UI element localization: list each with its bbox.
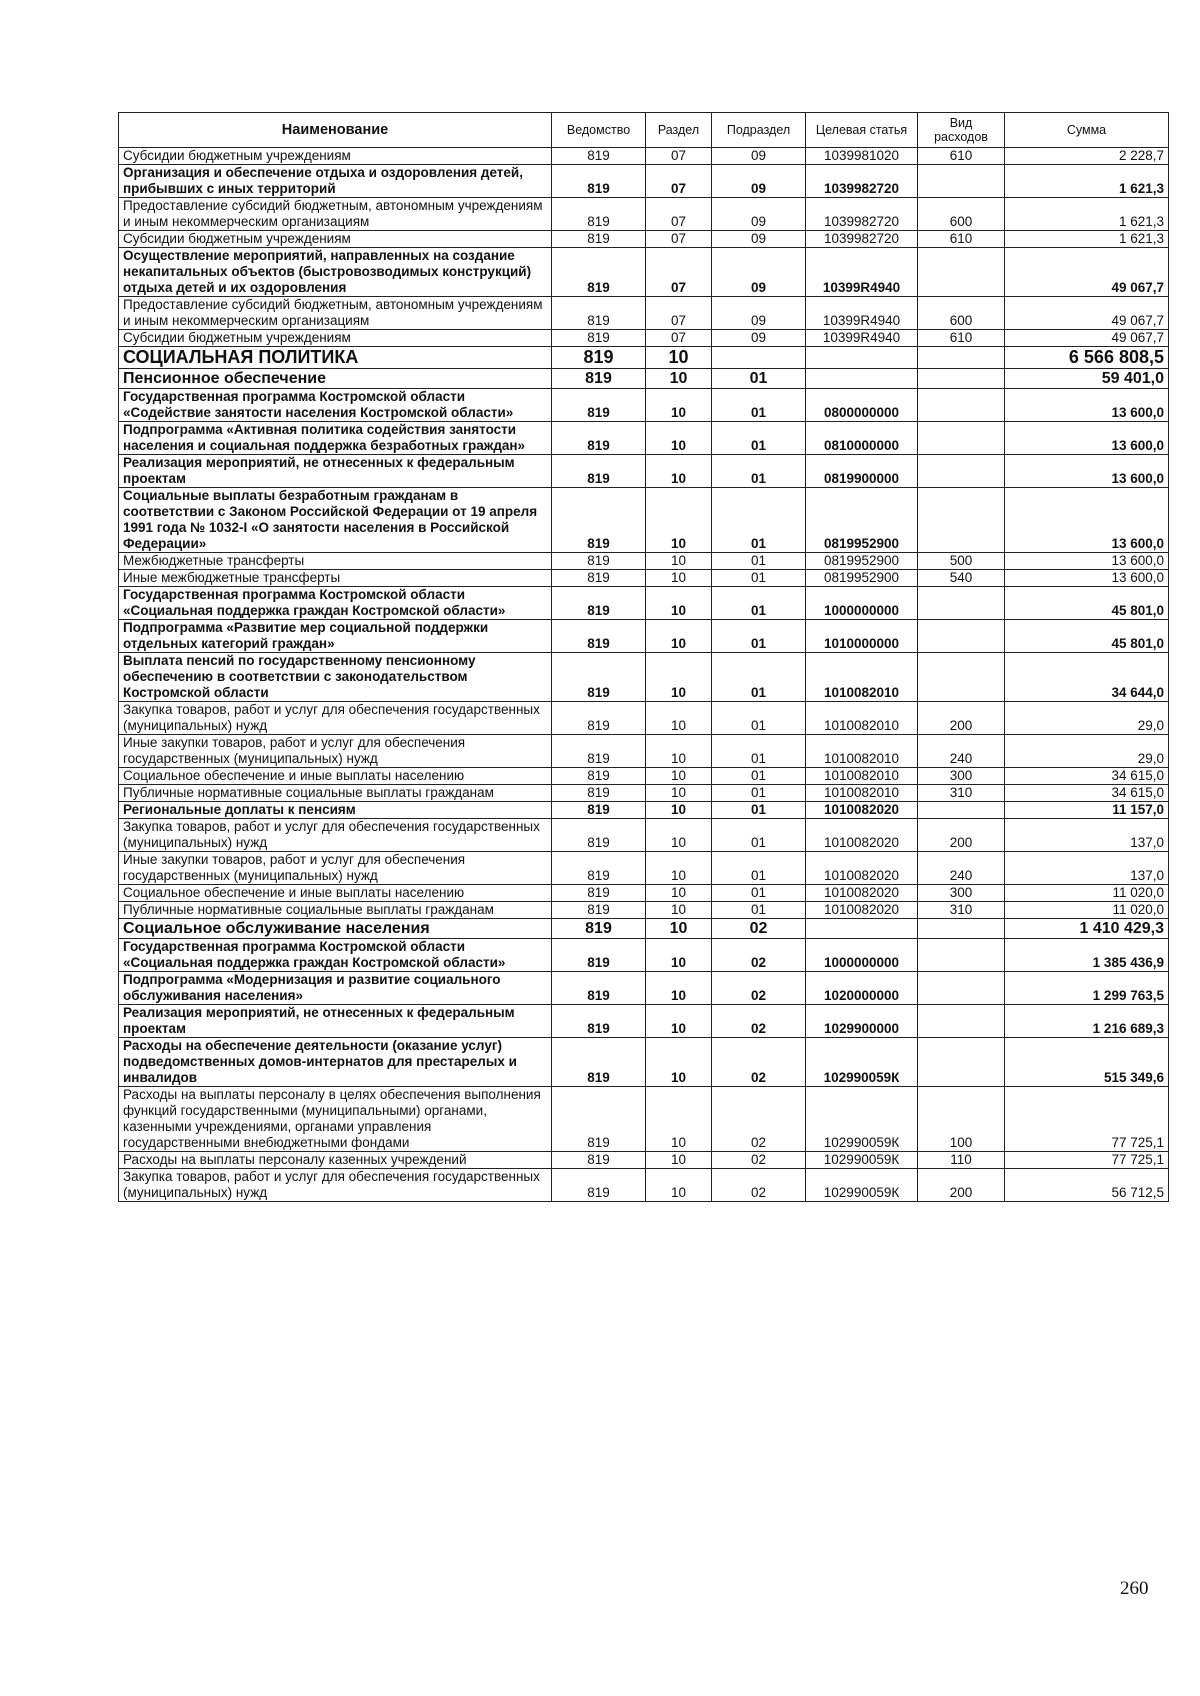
cell-dept: 819 <box>552 455 646 488</box>
cell-sum: 34 644,0 <box>1005 653 1169 702</box>
cell-subsection: 09 <box>712 231 806 248</box>
cell-section: 07 <box>646 148 712 165</box>
cell-target: 0810000000 <box>806 422 918 455</box>
cell-subsection: 01 <box>712 852 806 885</box>
cell-dept: 819 <box>552 389 646 422</box>
cell-target: 1039981020 <box>806 148 918 165</box>
table-row <box>119 587 1169 620</box>
cell-name: Закупка товаров, работ и услуг для обеспечения государственных (муниципальных) нужд <box>119 819 552 852</box>
cell-sum: 1 410 429,3 <box>1005 919 1169 939</box>
cell-target: 1039982720 <box>806 231 918 248</box>
cell-dept: 819 <box>552 369 646 389</box>
cell-subsection: 09 <box>712 148 806 165</box>
cell-sum: 1 621,3 <box>1005 198 1169 231</box>
table-row <box>119 231 1169 248</box>
cell-section: 07 <box>646 198 712 231</box>
cell-exp-type <box>918 1005 1005 1038</box>
cell-target: 1010082020 <box>806 852 918 885</box>
cell-sum: 49 067,7 <box>1005 248 1169 297</box>
cell-target: 1010082020 <box>806 885 918 902</box>
cell-name: Подпрограмма «Модернизация и развитие социального обслуживания населения» <box>119 972 552 1005</box>
cell-dept: 819 <box>552 852 646 885</box>
cell-target: 0819952900 <box>806 553 918 570</box>
cell-subsection: 01 <box>712 785 806 802</box>
table-header-row <box>119 113 1169 148</box>
cell-name: Подпрограмма «Развитие мер социальной поддержки отдельных категорий граждан» <box>119 620 552 653</box>
cell-sum: 29,0 <box>1005 702 1169 735</box>
cell-sum: 1 216 689,3 <box>1005 1005 1169 1038</box>
table-row <box>119 819 1169 852</box>
cell-exp-type <box>918 972 1005 1005</box>
cell-sum: 6 566 808,5 <box>1005 347 1169 369</box>
cell-dept: 819 <box>552 735 646 768</box>
cell-target: 10399R4940 <box>806 297 918 330</box>
cell-target: 1010082020 <box>806 902 918 919</box>
cell-target: 10399R4940 <box>806 330 918 347</box>
budget-table-page <box>118 112 1168 1202</box>
cell-sum: 45 801,0 <box>1005 620 1169 653</box>
cell-dept: 819 <box>552 972 646 1005</box>
cell-dept: 819 <box>552 885 646 902</box>
cell-dept: 819 <box>552 488 646 553</box>
cell-section: 10 <box>646 553 712 570</box>
cell-subsection: 02 <box>712 1169 806 1202</box>
cell-dept: 819 <box>552 1038 646 1087</box>
cell-dept: 819 <box>552 702 646 735</box>
table-row <box>119 422 1169 455</box>
cell-section: 10 <box>646 902 712 919</box>
cell-exp-type <box>918 389 1005 422</box>
cell-name: Государственная программа Костромской области «Социальная поддержка граждан Костромской области» <box>119 587 552 620</box>
cell-section: 10 <box>646 422 712 455</box>
cell-section: 07 <box>646 330 712 347</box>
cell-exp-type: 300 <box>918 768 1005 785</box>
cell-section: 10 <box>646 885 712 902</box>
cell-section: 10 <box>646 1005 712 1038</box>
cell-subsection: 02 <box>712 939 806 972</box>
cell-name: Осуществление мероприятий, направленных на создание некапитальных объектов (быстровозводимых конструкций) отдыха детей и их оздоровления <box>119 248 552 297</box>
cell-sum: 59 401,0 <box>1005 369 1169 389</box>
cell-name: Межбюджетные трансферты <box>119 553 552 570</box>
table-row <box>119 702 1169 735</box>
cell-name: Подпрограмма «Активная политика содействия занятости населения и социальная поддержка безработных граждан» <box>119 422 552 455</box>
cell-dept: 819 <box>552 198 646 231</box>
cell-exp-type: 610 <box>918 330 1005 347</box>
cell-subsection: 09 <box>712 165 806 198</box>
cell-exp-type: 240 <box>918 852 1005 885</box>
cell-target: 1039982720 <box>806 198 918 231</box>
cell-exp-type <box>918 620 1005 653</box>
cell-section: 07 <box>646 231 712 248</box>
cell-name: Субсидии бюджетным учреждениям <box>119 330 552 347</box>
cell-sum: 13 600,0 <box>1005 422 1169 455</box>
table-row <box>119 148 1169 165</box>
cell-sum: 13 600,0 <box>1005 570 1169 587</box>
cell-dept: 819 <box>552 148 646 165</box>
cell-name: Иные межбюджетные трансферты <box>119 570 552 587</box>
cell-name: Социальное обслуживание населения <box>119 919 552 939</box>
cell-exp-type <box>918 369 1005 389</box>
cell-target: 0819900000 <box>806 455 918 488</box>
cell-exp-type: 540 <box>918 570 1005 587</box>
cell-exp-type: 200 <box>918 819 1005 852</box>
cell-name: Государственная программа Костромской области «Социальная поддержка граждан Костромской области» <box>119 939 552 972</box>
cell-sum: 45 801,0 <box>1005 587 1169 620</box>
cell-dept: 819 <box>552 1152 646 1169</box>
cell-name: Предоставление субсидий бюджетным, автономным учреждениям и иным некоммерческим организациям <box>119 198 552 231</box>
cell-section: 07 <box>646 297 712 330</box>
cell-dept: 819 <box>552 570 646 587</box>
cell-target: 1039982720 <box>806 165 918 198</box>
table-body <box>119 148 1169 1202</box>
cell-exp-type: 300 <box>918 885 1005 902</box>
table-row <box>119 389 1169 422</box>
cell-name: Закупка товаров, работ и услуг для обеспечения государственных (муниципальных) нужд <box>119 702 552 735</box>
cell-exp-type: 500 <box>918 553 1005 570</box>
cell-target: 1010082010 <box>806 768 918 785</box>
cell-exp-type <box>918 653 1005 702</box>
cell-target: 1010082020 <box>806 819 918 852</box>
cell-subsection: 01 <box>712 802 806 819</box>
cell-subsection: 02 <box>712 1087 806 1152</box>
table-row <box>119 330 1169 347</box>
cell-target: 1029900000 <box>806 1005 918 1038</box>
cell-sum: 1 621,3 <box>1005 231 1169 248</box>
cell-dept: 819 <box>552 231 646 248</box>
cell-dept: 819 <box>552 802 646 819</box>
page-number: 260 <box>1120 1578 1149 1599</box>
cell-section: 10 <box>646 653 712 702</box>
cell-target: 102990059К <box>806 1169 918 1202</box>
cell-section: 10 <box>646 972 712 1005</box>
cell-exp-type: 610 <box>918 231 1005 248</box>
header-target: Целевая статья <box>806 113 918 148</box>
cell-exp-type <box>918 422 1005 455</box>
cell-subsection: 01 <box>712 768 806 785</box>
table-row <box>119 885 1169 902</box>
cell-name: Иные закупки товаров, работ и услуг для обеспечения государственных (муниципальных) нужд <box>119 735 552 768</box>
cell-target: 1010082010 <box>806 735 918 768</box>
table-row <box>119 553 1169 570</box>
cell-name: Публичные нормативные социальные выплаты гражданам <box>119 785 552 802</box>
cell-section: 10 <box>646 347 712 369</box>
cell-dept: 819 <box>552 653 646 702</box>
cell-name: Расходы на обеспечение деятельности (оказание услуг) подведомственных домов-интернатов для престарелых и инвалидов <box>119 1038 552 1087</box>
cell-sum: 77 725,1 <box>1005 1087 1169 1152</box>
cell-sum: 1 385 436,9 <box>1005 939 1169 972</box>
cell-exp-type: 310 <box>918 785 1005 802</box>
cell-section: 07 <box>646 165 712 198</box>
cell-subsection: 01 <box>712 885 806 902</box>
cell-section: 10 <box>646 1152 712 1169</box>
cell-subsection: 02 <box>712 972 806 1005</box>
table-row <box>119 165 1169 198</box>
cell-sum: 1 299 763,5 <box>1005 972 1169 1005</box>
table-row <box>119 1169 1169 1202</box>
cell-target: 1010082010 <box>806 702 918 735</box>
cell-exp-type <box>918 587 1005 620</box>
cell-subsection: 01 <box>712 422 806 455</box>
cell-name: Иные закупки товаров, работ и услуг для обеспечения государственных (муниципальных) нужд <box>119 852 552 885</box>
table-row <box>119 1152 1169 1169</box>
cell-sum: 49 067,7 <box>1005 330 1169 347</box>
cell-name: Расходы на выплаты персоналу казенных учреждений <box>119 1152 552 1169</box>
cell-sum: 13 600,0 <box>1005 488 1169 553</box>
cell-sum: 1 621,3 <box>1005 165 1169 198</box>
cell-section: 10 <box>646 1038 712 1087</box>
cell-name: Реализация мероприятий, не отнесенных к федеральным проектам <box>119 455 552 488</box>
cell-subsection: 09 <box>712 330 806 347</box>
cell-name: Социальное обеспечение и иные выплаты населению <box>119 885 552 902</box>
cell-sum: 137,0 <box>1005 852 1169 885</box>
cell-section: 10 <box>646 1169 712 1202</box>
cell-subsection: 02 <box>712 919 806 939</box>
table-row <box>119 902 1169 919</box>
cell-target: 102990059К <box>806 1152 918 1169</box>
cell-dept: 819 <box>552 939 646 972</box>
cell-sum: 137,0 <box>1005 819 1169 852</box>
cell-dept: 819 <box>552 347 646 369</box>
cell-target: 1000000000 <box>806 587 918 620</box>
cell-exp-type <box>918 455 1005 488</box>
cell-dept: 819 <box>552 819 646 852</box>
cell-exp-type: 200 <box>918 702 1005 735</box>
cell-exp-type <box>918 802 1005 819</box>
cell-exp-type: 310 <box>918 902 1005 919</box>
cell-target: 102990059К <box>806 1087 918 1152</box>
table-row <box>119 852 1169 885</box>
cell-subsection: 02 <box>712 1038 806 1087</box>
cell-name: Выплата пенсий по государственному пенсионному обеспечению в соответствии с законодательством Костромской области <box>119 653 552 702</box>
table-row <box>119 369 1169 389</box>
cell-dept: 819 <box>552 785 646 802</box>
cell-name: Реализация мероприятий, не отнесенных к федеральным проектам <box>119 1005 552 1038</box>
cell-subsection: 01 <box>712 488 806 553</box>
cell-dept: 819 <box>552 902 646 919</box>
cell-section: 10 <box>646 919 712 939</box>
cell-dept: 819 <box>552 1005 646 1038</box>
cell-subsection <box>712 347 806 369</box>
cell-name: Организация и обеспечение отдыха и оздоровления детей, прибывших с иных территорий <box>119 165 552 198</box>
cell-exp-type <box>918 939 1005 972</box>
cell-subsection: 01 <box>712 553 806 570</box>
cell-name: Закупка товаров, работ и услуг для обеспечения государственных (муниципальных) нужд <box>119 1169 552 1202</box>
table-row <box>119 455 1169 488</box>
cell-subsection: 02 <box>712 1005 806 1038</box>
cell-section: 10 <box>646 852 712 885</box>
table-row <box>119 297 1169 330</box>
cell-exp-type: 610 <box>918 148 1005 165</box>
table-row <box>119 1087 1169 1152</box>
cell-dept: 819 <box>552 553 646 570</box>
cell-section: 10 <box>646 802 712 819</box>
cell-dept: 819 <box>552 1087 646 1152</box>
cell-name: Публичные нормативные социальные выплаты гражданам <box>119 902 552 919</box>
cell-dept: 819 <box>552 330 646 347</box>
cell-dept: 819 <box>552 620 646 653</box>
cell-sum: 13 600,0 <box>1005 455 1169 488</box>
cell-section: 10 <box>646 819 712 852</box>
cell-sum: 34 615,0 <box>1005 768 1169 785</box>
cell-exp-type: 100 <box>918 1087 1005 1152</box>
cell-section: 10 <box>646 939 712 972</box>
cell-subsection: 01 <box>712 620 806 653</box>
cell-section: 10 <box>646 455 712 488</box>
table-row <box>119 785 1169 802</box>
cell-exp-type <box>918 248 1005 297</box>
cell-target: 0819952900 <box>806 570 918 587</box>
cell-section: 10 <box>646 702 712 735</box>
cell-sum: 11 020,0 <box>1005 902 1169 919</box>
cell-section: 10 <box>646 570 712 587</box>
cell-name: Пенсионное обеспечение <box>119 369 552 389</box>
cell-section: 10 <box>646 587 712 620</box>
cell-target <box>806 347 918 369</box>
cell-sum: 13 600,0 <box>1005 389 1169 422</box>
cell-section: 10 <box>646 785 712 802</box>
cell-target: 0819952900 <box>806 488 918 553</box>
cell-sum: 13 600,0 <box>1005 553 1169 570</box>
cell-subsection: 01 <box>712 702 806 735</box>
header-sum: Сумма <box>1005 113 1169 148</box>
table-row <box>119 620 1169 653</box>
cell-sum: 2 228,7 <box>1005 148 1169 165</box>
cell-exp-type <box>918 347 1005 369</box>
cell-name: Субсидии бюджетным учреждениям <box>119 148 552 165</box>
cell-name: Социальные выплаты безработным гражданам в соответствии с Законом Российской Федерации от 19 апреля 1991 года № 1032-I «О занятости населения в Российской Федерации» <box>119 488 552 553</box>
cell-dept: 819 <box>552 297 646 330</box>
cell-section: 10 <box>646 768 712 785</box>
cell-name: Региональные доплаты к пенсиям <box>119 802 552 819</box>
header-name: Наименование <box>119 113 552 148</box>
table-row <box>119 1038 1169 1087</box>
cell-target: 1010082010 <box>806 785 918 802</box>
table-row <box>119 735 1169 768</box>
cell-sum: 49 067,7 <box>1005 297 1169 330</box>
cell-target: 1020000000 <box>806 972 918 1005</box>
cell-subsection: 01 <box>712 369 806 389</box>
cell-section: 10 <box>646 1087 712 1152</box>
cell-dept: 819 <box>552 919 646 939</box>
header-section: Раздел <box>646 113 712 148</box>
header-exp-type: Вид расходов <box>918 113 1005 148</box>
cell-dept: 819 <box>552 587 646 620</box>
table-row <box>119 488 1169 553</box>
cell-sum: 11 020,0 <box>1005 885 1169 902</box>
cell-subsection: 09 <box>712 297 806 330</box>
table-row <box>119 972 1169 1005</box>
cell-target <box>806 919 918 939</box>
table-row <box>119 768 1169 785</box>
cell-sum: 515 349,6 <box>1005 1038 1169 1087</box>
table-row <box>119 919 1169 939</box>
cell-target: 10399R4940 <box>806 248 918 297</box>
cell-name: Расходы на выплаты персоналу в целях обеспечения выполнения функций государственными (муниципальными) органами, казенными учреждениями, органами управления государственными внебюджетными фондами <box>119 1087 552 1152</box>
header-subsection: Подраздел <box>712 113 806 148</box>
cell-target: 102990059К <box>806 1038 918 1087</box>
table-row <box>119 1005 1169 1038</box>
cell-section: 10 <box>646 389 712 422</box>
cell-sum: 34 615,0 <box>1005 785 1169 802</box>
cell-exp-type <box>918 919 1005 939</box>
cell-target: 1010082020 <box>806 802 918 819</box>
cell-section: 10 <box>646 369 712 389</box>
table-row <box>119 653 1169 702</box>
cell-name: Государственная программа Костромской области «Содействие занятости населения Костромской области» <box>119 389 552 422</box>
cell-dept: 819 <box>552 165 646 198</box>
cell-subsection: 01 <box>712 587 806 620</box>
cell-target: 0800000000 <box>806 389 918 422</box>
cell-section: 10 <box>646 488 712 553</box>
cell-target: 1000000000 <box>806 939 918 972</box>
cell-sum: 77 725,1 <box>1005 1152 1169 1169</box>
cell-name: Субсидии бюджетным учреждениям <box>119 231 552 248</box>
cell-target <box>806 369 918 389</box>
cell-exp-type: 110 <box>918 1152 1005 1169</box>
cell-subsection: 01 <box>712 653 806 702</box>
cell-sum: 11 157,0 <box>1005 802 1169 819</box>
cell-target: 1010082010 <box>806 653 918 702</box>
cell-exp-type: 600 <box>918 198 1005 231</box>
cell-name: Предоставление субсидий бюджетным, автономным учреждениям и иным некоммерческим организациям <box>119 297 552 330</box>
table-row <box>119 939 1169 972</box>
cell-exp-type <box>918 165 1005 198</box>
cell-subsection: 09 <box>712 198 806 231</box>
header-dept: Ведомство <box>552 113 646 148</box>
cell-exp-type <box>918 1038 1005 1087</box>
cell-subsection: 02 <box>712 1152 806 1169</box>
cell-exp-type <box>918 488 1005 553</box>
cell-subsection: 01 <box>712 902 806 919</box>
cell-dept: 819 <box>552 1169 646 1202</box>
cell-dept: 819 <box>552 768 646 785</box>
table-row <box>119 347 1169 369</box>
cell-subsection: 01 <box>712 570 806 587</box>
cell-subsection: 09 <box>712 248 806 297</box>
cell-dept: 819 <box>552 248 646 297</box>
cell-exp-type: 600 <box>918 297 1005 330</box>
table-row <box>119 802 1169 819</box>
cell-subsection: 01 <box>712 735 806 768</box>
cell-section: 10 <box>646 735 712 768</box>
cell-subsection: 01 <box>712 819 806 852</box>
cell-section: 07 <box>646 248 712 297</box>
cell-name: Социальное обеспечение и иные выплаты населению <box>119 768 552 785</box>
budget-table <box>118 112 1169 1202</box>
cell-exp-type: 240 <box>918 735 1005 768</box>
table-row <box>119 198 1169 231</box>
table-row <box>119 570 1169 587</box>
cell-dept: 819 <box>552 422 646 455</box>
cell-section: 10 <box>646 620 712 653</box>
cell-sum: 56 712,5 <box>1005 1169 1169 1202</box>
table-row <box>119 248 1169 297</box>
cell-subsection: 01 <box>712 455 806 488</box>
cell-name: СОЦИАЛЬНАЯ ПОЛИТИКА <box>119 347 552 369</box>
cell-subsection: 01 <box>712 389 806 422</box>
cell-exp-type: 200 <box>918 1169 1005 1202</box>
cell-target: 1010000000 <box>806 620 918 653</box>
cell-sum: 29,0 <box>1005 735 1169 768</box>
